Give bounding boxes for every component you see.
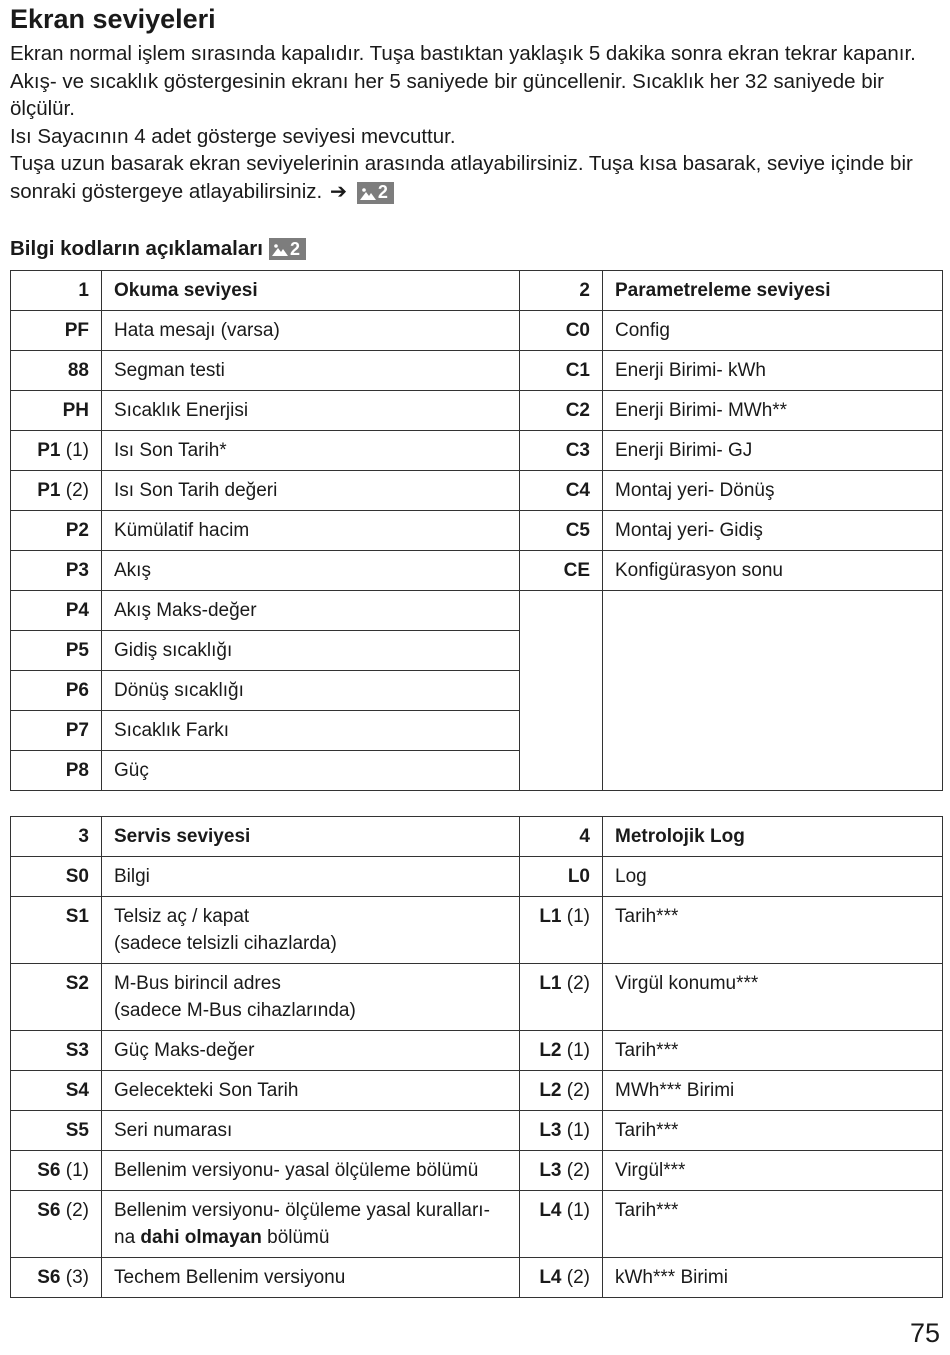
service-level-row-description-line2: (sadece telsizli cihazlarda) (114, 933, 337, 954)
reading-level-row-description-text: Gidiş sıcaklığı (114, 640, 233, 661)
service-level-row-code (11, 1258, 102, 1298)
reading-level-row-description (102, 471, 520, 511)
metrology-log-row-description (603, 1071, 943, 1111)
reading-level-row-description (102, 631, 520, 671)
parameter-level-row-code-label: C0 (565, 320, 590, 341)
service-level-row-description-text: M-Bus birincil adres (114, 973, 281, 994)
parameter-level-row-code-label: C4 (565, 480, 590, 501)
table-row (11, 551, 943, 591)
service-level-row-code-label: S4 (65, 1080, 89, 1101)
reading-level-row-code (11, 711, 102, 751)
service-level-row-description-line2: (sadece M-Bus cihazlarında) (114, 1000, 356, 1021)
service-level-row-description (102, 1031, 520, 1071)
reading-level-row-description-text: Sıcaklık Farkı (114, 720, 230, 741)
service-level-row-description (102, 1111, 520, 1151)
service-level-row-description (102, 897, 520, 964)
reading-level-row-description-text: Kümülatif hacim (114, 520, 250, 541)
service-level-row-description (102, 1191, 520, 1258)
table-row (11, 391, 943, 431)
parameter-level-row-code (520, 311, 603, 351)
metrology-log-row-description (603, 1111, 943, 1151)
metrology-log-row-description (603, 897, 943, 964)
level-3-header-number: 3 (11, 817, 102, 857)
reading-level-row-description-text: Isı Son Tarih* (114, 440, 227, 461)
metrology-log-row-code (520, 1071, 603, 1111)
reading-level-row-description (102, 551, 520, 591)
service-level-row-description (102, 1071, 520, 1111)
service-level-row-description (102, 1258, 520, 1298)
metrology-log-row-code-suffix: (2) (561, 1160, 590, 1181)
reading-level-row-code-label: P6 (65, 680, 89, 701)
metrology-log-row-description-text: Tarih*** (615, 906, 679, 927)
parameter-level-row-code-label: CE (563, 560, 590, 581)
service-level-row-description-text: Bellenim versiyonu- ölçüleme yasal kuralları- (114, 1200, 490, 1221)
metrology-log-row-code (520, 1031, 603, 1071)
levels-table-1-2 (10, 270, 943, 791)
service-level-row-code-label: S3 (65, 1040, 89, 1061)
metrology-log-row-description (603, 1151, 943, 1191)
reading-level-row-code-suffix: (1) (60, 440, 89, 461)
reading-level-row-description-text: Dönüş sıcaklığı (114, 680, 244, 701)
service-level-row-code-label: S6 (37, 1200, 61, 1221)
level-3-header-title: Servis seviyesi (102, 817, 520, 857)
reading-level-row-code (11, 351, 102, 391)
metrology-log-row-code (520, 897, 603, 964)
reading-level-row-description-text: Segman testi (114, 360, 225, 381)
metrology-log-row-code (520, 1151, 603, 1191)
level-2-header-title: Parametreleme seviyesi (603, 271, 943, 311)
service-level-row-code-suffix: (1) (60, 1160, 89, 1181)
metrology-log-row-description-text: Tarih*** (615, 1120, 679, 1141)
reading-level-row-code-label: PF (64, 320, 89, 341)
metrology-log-row-code-suffix: (2) (561, 1080, 590, 1101)
service-level-row-code-label: S5 (65, 1120, 89, 1141)
parameter-level-row-description (603, 311, 943, 351)
reading-level-row-code-suffix: (2) (60, 480, 89, 501)
section-figure-reference (269, 238, 306, 260)
metrology-log-row-code (520, 1191, 603, 1258)
table-row (11, 351, 943, 391)
reading-level-row-description-text: Isı Son Tarih değeri (114, 480, 278, 501)
service-level-row-code (11, 1031, 102, 1071)
arrow-right-icon: ➔ (329, 179, 348, 203)
reading-level-row-description (102, 431, 520, 471)
metrology-log-row-description (603, 1031, 943, 1071)
section-title (10, 235, 306, 263)
service-level-row-code-label: S6 (37, 1267, 61, 1288)
parameter-level-row-code-label: C1 (565, 360, 590, 381)
reading-level-row-description (102, 751, 520, 791)
reading-level-row-code-label: P7 (65, 720, 89, 741)
reading-level-row-code (11, 311, 102, 351)
level-2-header-number: 2 (520, 271, 603, 311)
parameter-level-row-code (520, 551, 603, 591)
table-header-row (11, 817, 943, 857)
description-line2-emphasis: dahi olmayan (140, 1227, 262, 1248)
parameter-level-row-description (603, 511, 943, 551)
service-level-row-description-text: Güç Maks-değer (114, 1040, 255, 1061)
table-row (11, 591, 943, 631)
metrology-log-row-code (520, 857, 603, 897)
parameter-level-row-description-text: Enerji Birimi- GJ (615, 440, 753, 461)
description-line2-post: bölümü (261, 1227, 330, 1248)
parameter-level-row-code (520, 431, 603, 471)
reading-level-row-code-label: P5 (65, 640, 89, 661)
metrology-log-row-code-suffix: (2) (561, 973, 590, 994)
service-level-row-code (11, 964, 102, 1031)
intro-paragraph-3 (10, 150, 942, 205)
service-level-row-description-text: Bellenim versiyonu- yasal ölçüleme bölümü (114, 1160, 479, 1181)
intro-paragraph-2: Isı Sayacının 4 adet gösterge seviyesi mevcuttur. (10, 124, 456, 148)
metrology-log-row-code-suffix: (1) (561, 1120, 590, 1141)
service-level-row-description-text: Techem Bellenim versiyonu (114, 1267, 346, 1288)
intro-text (10, 40, 942, 205)
metrology-log-row-description-text: Virgül konumu*** (615, 973, 759, 994)
metrology-log-row-description (603, 1191, 943, 1258)
reading-level-row-code (11, 471, 102, 511)
empty-cell (603, 591, 943, 791)
reading-level-row-code (11, 671, 102, 711)
service-level-row-code (11, 1111, 102, 1151)
reading-level-row-description (102, 671, 520, 711)
table-row (11, 1151, 943, 1191)
service-level-row-code (11, 1071, 102, 1111)
image-icon (272, 242, 288, 256)
table-row (11, 1111, 943, 1151)
reading-level-row-code-label: P3 (65, 560, 89, 581)
reading-level-row-description-text: Hata mesajı (varsa) (114, 320, 280, 341)
metrology-log-row-description-text: Tarih*** (615, 1040, 679, 1061)
service-level-row-description-line2 (114, 1224, 519, 1251)
parameter-level-row-code (520, 391, 603, 431)
metrology-log-row-code (520, 1111, 603, 1151)
table-row (11, 964, 943, 1031)
service-level-row-code-label: S1 (65, 906, 89, 927)
metrology-log-row-code-label: L3 (539, 1160, 562, 1181)
service-level-row-code (11, 1191, 102, 1258)
service-level-row-code (11, 897, 102, 964)
parameter-level-row-description-text: Config (615, 320, 670, 341)
service-level-row-code-suffix: (2) (60, 1200, 89, 1221)
intro-paragraph-1: Ekran normal işlem sırasında kapalıdır. Tuşa bastıktan yaklaşık 5 dakika sonra ekran tekrar kapanır. Akış- ve sıcaklık göstergesinin ekranı her 5 saniyede bir güncellenir. Sıcaklık her 32 saniyede bir ölçülür. (10, 42, 916, 120)
reading-level-row-description-text: Akış Maks-değer (114, 600, 257, 621)
reading-level-row-code-label: 88 (67, 360, 89, 381)
metrology-log-row-code-label: L3 (539, 1120, 562, 1141)
reading-level-row-code-label: PH (62, 400, 89, 421)
table-header-row (11, 271, 943, 311)
reading-level-row-description (102, 351, 520, 391)
metrology-log-row-code-label: L2 (539, 1040, 562, 1061)
reading-level-row-code (11, 551, 102, 591)
table-row (11, 1258, 943, 1298)
service-level-row-code-label: S2 (65, 973, 89, 994)
level-4-header-title: Metrolojik Log (603, 817, 943, 857)
reading-level-row-code-label: P4 (65, 600, 89, 621)
parameter-level-row-description-text: Enerji Birimi- MWh** (615, 400, 788, 421)
level-1-header-title: Okuma seviyesi (102, 271, 520, 311)
levels-table-3-4 (10, 816, 943, 1298)
reading-level-row-code-label: P1 (37, 480, 61, 501)
empty-cell (520, 591, 603, 791)
table-row (11, 897, 943, 964)
parameter-level-row-description (603, 471, 943, 511)
level-1-header-number: 1 (11, 271, 102, 311)
service-level-row-code-label: S0 (65, 866, 89, 887)
parameter-level-row-code (520, 511, 603, 551)
reading-level-row-code-label: P2 (65, 520, 89, 541)
reading-level-row-code-label: P1 (37, 440, 61, 461)
service-level-row-description-text: Telsiz aç / kapat (114, 906, 250, 927)
metrology-log-row-code-suffix: (1) (561, 1200, 590, 1221)
parameter-level-row-code-label: C3 (565, 440, 590, 461)
parameter-level-row-description (603, 391, 943, 431)
parameter-level-row-description-text: Enerji Birimi- kWh (615, 360, 766, 381)
parameter-level-row-description (603, 351, 943, 391)
service-level-row-description-text: Seri numarası (114, 1120, 233, 1141)
reading-level-row-code (11, 591, 102, 631)
document-page (10, 0, 942, 1288)
figure-reference-number: 2 (377, 181, 388, 202)
service-level-row-description (102, 964, 520, 1031)
image-icon (360, 186, 376, 200)
metrology-log-row-description (603, 964, 943, 1031)
metrology-log-row-code-label: L4 (539, 1267, 562, 1288)
service-level-row-description-text: Bilgi (114, 866, 150, 887)
metrology-log-row-code-suffix: (1) (561, 1040, 590, 1061)
service-level-row-code (11, 1151, 102, 1191)
metrology-log-row-code-suffix: (2) (561, 1267, 590, 1288)
reading-level-row-description (102, 511, 520, 551)
service-level-row-description-text: Gelecekteki Son Tarih (114, 1080, 299, 1101)
parameter-level-row-code-label: C2 (565, 400, 590, 421)
description-line2-pre: na (114, 1227, 141, 1248)
parameter-level-row-description-text: Konfigürasyon sonu (615, 560, 783, 581)
table-row (11, 857, 943, 897)
reading-level-row-code (11, 511, 102, 551)
parameter-level-row-code-label: C5 (565, 520, 590, 541)
reading-level-row-code (11, 751, 102, 791)
service-level-row-description (102, 1151, 520, 1191)
table-row (11, 431, 943, 471)
reading-level-row-description (102, 711, 520, 751)
intro-paragraph-3-text: Tuşa uzun basarak ekran seviyelerinin arasında atlayabilirsiniz. Tuşa kısa basarak, seviye içinde bir sonraki göstergeye atlayabilirsiniz. (10, 152, 913, 203)
service-level-row-code (11, 857, 102, 897)
metrology-log-row-code (520, 964, 603, 1031)
metrology-log-row-code-label: L0 (567, 866, 590, 887)
reading-level-row-code (11, 391, 102, 431)
metrology-log-row-description-text: kWh*** Birimi (615, 1267, 728, 1288)
table-row (11, 1071, 943, 1111)
metrology-log-row-description (603, 857, 943, 897)
parameter-level-row-description (603, 551, 943, 591)
metrology-log-row-description-text: MWh*** Birimi (615, 1080, 735, 1101)
metrology-log-row-code-suffix: (1) (561, 906, 590, 927)
page-number: 75 (909, 1318, 940, 1348)
reading-level-row-description (102, 391, 520, 431)
parameter-level-row-description (603, 431, 943, 471)
service-level-row-description (102, 857, 520, 897)
reading-level-row-code (11, 431, 102, 471)
page-title: Ekran seviyeleri (10, 4, 216, 34)
parameter-level-row-description-text: Montaj yeri- Dönüş (615, 480, 775, 501)
figure-reference (357, 182, 394, 204)
service-level-row-code-suffix: (3) (60, 1267, 89, 1288)
reading-level-row-description-text: Sıcaklık Enerjisi (114, 400, 249, 421)
reading-level-row-code-label: P8 (65, 760, 89, 781)
parameter-level-row-description-text: Montaj yeri- Gidiş (615, 520, 763, 541)
metrology-log-row-description-text: Log (615, 866, 647, 887)
table-row (11, 511, 943, 551)
parameter-level-row-code (520, 351, 603, 391)
reading-level-row-description-text: Güç (114, 760, 149, 781)
metrology-log-row-code-label: L2 (539, 1080, 562, 1101)
reading-level-row-description-text: Akış (114, 560, 151, 581)
service-level-row-code-label: S6 (37, 1160, 61, 1181)
metrology-log-row-code-label: L1 (539, 973, 562, 994)
table-row (11, 311, 943, 351)
level-4-header-number: 4 (520, 817, 603, 857)
table-row (11, 471, 943, 511)
parameter-level-row-code (520, 471, 603, 511)
section-figure-reference-number: 2 (289, 239, 300, 259)
metrology-log-row-description-text: Virgül*** (615, 1160, 686, 1181)
reading-level-row-description (102, 311, 520, 351)
metrology-log-row-code-label: L1 (539, 906, 562, 927)
metrology-log-row-description-text: Tarih*** (615, 1200, 679, 1221)
table-row (11, 1031, 943, 1071)
table-row (11, 1191, 943, 1258)
reading-level-row-code (11, 631, 102, 671)
section-title-text: Bilgi kodların açıklamaları (10, 237, 263, 260)
reading-level-row-description (102, 591, 520, 631)
metrology-log-row-description (603, 1258, 943, 1298)
metrology-log-row-code-label: L4 (539, 1200, 562, 1221)
metrology-log-row-code (520, 1258, 603, 1298)
